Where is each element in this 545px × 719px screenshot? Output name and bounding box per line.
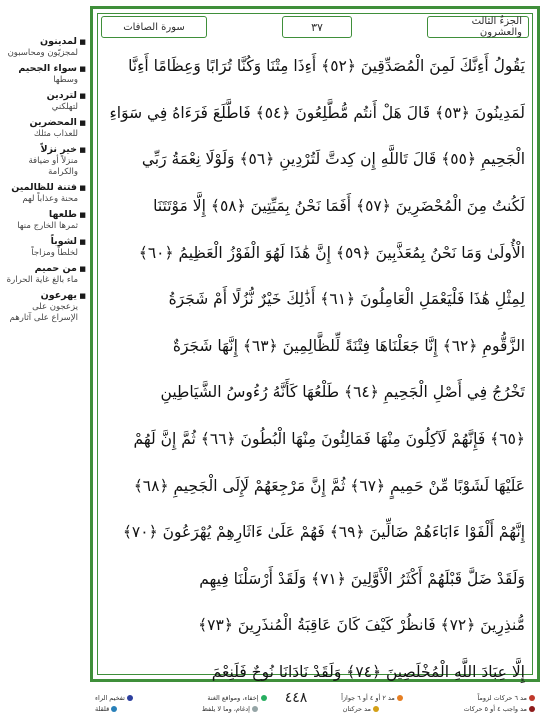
page-frame	[90, 6, 540, 682]
note-meaning: لتهلكني	[51, 102, 78, 112]
page-header	[101, 15, 529, 39]
text-line: تَخْرُجُ فِي أَصْلِ الْجَحِيمِ ﴿٦٤﴾ طَلْعُهَا كَأَنَّهُ رُءُوسُ الشَّيَاطِينِ	[160, 383, 525, 402]
legend-label: إدغام، وما لا يلفظ	[201, 705, 250, 713]
note-word: ■ فتنة للظالمين	[4, 182, 86, 194]
note-item	[4, 290, 86, 324]
note-item	[4, 144, 86, 178]
text-line: لَكُنتُ مِنَ الْمُحْضَرِينَ ﴿٥٧﴾ أَفَمَا نَحْنُ بِمَيِّتِينَ ﴿٥٨﴾ إِلَّا مَوْتَتَنَا	[153, 197, 525, 216]
quran-text	[105, 43, 525, 682]
legend-item	[95, 699, 117, 719]
legend-label: مد واجب ٤ أو ٥ حركات	[463, 705, 527, 713]
juz-name: الجزءُ الثالث والعشرون	[427, 16, 529, 38]
legend-label: تفخيم الراء	[95, 694, 125, 702]
note-item	[4, 36, 86, 59]
text-line: ﴿٦٥﴾ فَإِنَّهُمْ لَآكِلُونَ مِنْهَا فَمَالِئُونَ مِنْهَا الْبُطُونَ ﴿٦٦﴾ ثُمَّ إِنَّ لَهُمْ	[133, 430, 525, 449]
page-number: ٤٤٨	[284, 690, 308, 706]
note-word: ■ طلعها	[4, 209, 86, 221]
surah-name: سورة الصافات	[101, 16, 207, 38]
text-line: يَقُولُ أَءِنَّكَ لَمِنَ الْمُصَدِّقِينَ ﴿٥٢﴾ أَءِذَا مِتْنَا وَكُنَّا تُرَابًا وَعِظَامًا أَءِنَّا	[128, 57, 525, 76]
note-meaning: منزلاً أو ضيافة والكرامة	[28, 156, 78, 177]
text-line: الْأُولَىٰ وَمَا نَحْنُ بِمُعَذَّبِينَ ﴿٥٩﴾ إِنَّ هَٰذَا لَهُوَ الْفَوْزُ الْعَظِيمُ ﴿٦٠﴾	[138, 243, 525, 262]
text-line: لَمَدِينُونَ ﴿٥٣﴾ قَالَ هَلْ أَنتُم مُّطَّلِعُونَ ﴿٥٤﴾ فَاطَّلَعَ فَرَءَاهُ فِي سَوَاءِ	[109, 103, 525, 122]
note-meaning: لخلطاً ومزاجاً	[31, 248, 78, 258]
note-item	[4, 182, 86, 205]
note-word: ■ سواء الجحيم	[4, 63, 86, 75]
note-word: ■ خير نزلاً	[4, 144, 86, 156]
note-meaning: يزعجون على الإسراع على آثارهم	[9, 302, 78, 323]
header-number: ٣٧	[282, 16, 352, 38]
legend-dot	[111, 706, 117, 712]
legend-label: مد ٢ أو ٤ أو ٦ جوازاً	[341, 694, 395, 702]
note-word: ■ لتردين	[4, 90, 86, 102]
note-meaning: ثمرها الخارج منها	[17, 221, 78, 231]
text-line: لِمِثْلِ هَٰذَا فَلْيَعْمَلِ الْعَامِلُونَ ﴿٦١﴾ أَذَٰلِكَ خَيْرٌ نُّزُلًا أَمْ شَجَرَةُ	[168, 290, 525, 309]
note-word: ■ لمدينون	[4, 36, 86, 48]
legend-dot	[529, 706, 535, 712]
text-line: الزَّقُّومِ ﴿٦٢﴾ إِنَّا جَعَلْنَاهَا فِتْنَةً لِّلظَّالِمِينَ ﴿٦٣﴾ إِنَّهَا شَجَرَةٌ	[172, 336, 525, 355]
note-word: ■ المحضرين	[4, 117, 86, 129]
note-word: ■ يهرعون	[4, 290, 86, 302]
note-word: ■ من حميم	[4, 263, 86, 275]
note-meaning: محنة وعذاباً لهم	[22, 194, 78, 204]
text-line: إِنَّهُمْ أَلْفَوْا ءَابَاءَهُمْ ضَالِّينَ ﴿٦٩﴾ فَهُمْ عَلَىٰ ءَاثَارِهِمْ يُهْرَعُونَ ﴿٧٠﴾	[122, 523, 525, 542]
text-line: عَلَيْهَا لَشَوْبًا مِّنْ حَمِيمٍ ﴿٦٧﴾ ثُمَّ إِنَّ مَرْجِعَهُمْ لَإِلَى الْجَحِيمِ ﴿٦٨﴾	[133, 476, 525, 495]
legend-label: مد حركتان	[342, 705, 372, 713]
legend-dot	[252, 706, 258, 712]
legend-item	[464, 699, 535, 719]
note-meaning: وسطها	[53, 75, 78, 85]
note-meaning: لمجزيّون ومحاسبون	[7, 48, 78, 58]
text-line: الْجَحِيمِ ﴿٥٥﴾ قَالَ تَاللَّهِ إِن كِدتَّ لَتُرْدِينِ ﴿٥٦﴾ وَلَوْلَا نِعْمَةُ رَبِّي	[141, 150, 525, 169]
legend-item	[202, 699, 258, 719]
note-item	[4, 63, 86, 86]
note-word: ■ لشوباً	[4, 236, 86, 248]
legend-label: إخفاء، ومواقع الغنة	[207, 694, 259, 702]
note-meaning: ماء بالغ غاية الحرارة	[6, 275, 78, 285]
note-item	[4, 117, 86, 140]
tajweed-legend-row2	[95, 699, 535, 719]
margin-notes	[4, 36, 86, 328]
text-line: مُّنذِرِينَ ﴿٧٢﴾ فَانظُرْ كَيْفَ كَانَ عَاقِبَةُ الْمُنذَرِينَ ﴿٧٣﴾	[198, 616, 525, 635]
note-item	[4, 90, 86, 113]
legend-label: مد ٦ حركات لزوماً	[477, 694, 527, 702]
text-line: وَلَقَدْ ضَلَّ قَبْلَهُمْ أَكْثَرُ الْأَوَّلِينَ ﴿٧١﴾ وَلَقَدْ أَرْسَلْنَا فِيهِم	[199, 569, 525, 588]
legend-dot	[373, 706, 379, 712]
note-item	[4, 236, 86, 259]
legend-item	[343, 699, 379, 719]
text-line: إِلَّا عِبَادَ اللَّهِ الْمُخْلَصِينَ ﴿٧٤﴾ وَلَقَدْ نَادَانَا نُوحٌ فَلَنِعْمَ	[211, 663, 525, 682]
legend-label: قلقلة	[95, 705, 110, 713]
note-item	[4, 209, 86, 232]
note-item	[4, 263, 86, 286]
note-meaning: للعذاب مثلك	[33, 129, 78, 139]
